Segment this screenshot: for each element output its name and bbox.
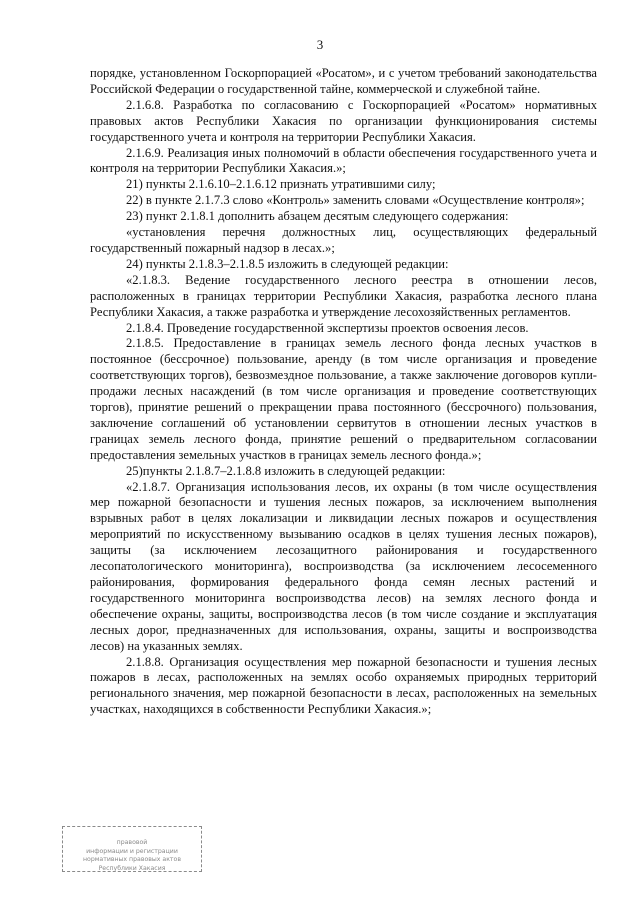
paragraph-2: 2.1.6.8. Разработка по согласованию с Госкорпорацией «Росатом» нормативных правовых актов Республики Хакасия по организации функционирования системы государственного учета и контроля на территории Республики Хакасия. <box>90 97 597 144</box>
paragraph-7: «установления перечня должностных лиц, осуществляющих федеральный государственный пожарный надзор в лесах.»; <box>90 225 597 255</box>
paragraph-10: 2.1.8.4. Проведение государственной экспертизы проектов освоения лесов. <box>126 320 529 335</box>
page-number: 3 <box>316 37 324 52</box>
stamp-line: Республики Хакасия <box>98 864 166 872</box>
paragraph-1: порядке, установленном Госкорпорацией «Росатом», и с учетом требований законодательства Российской Федерации о государственной тайне, коммерческой и служебной тайне. <box>90 66 597 96</box>
paragraph-8: 24) пункты 2.1.8.3–2.1.8.5 изложить в следующей редакции: <box>126 256 449 271</box>
stamp-line: правовой <box>116 839 148 846</box>
stamp-line: нормативных правовых актов <box>83 856 181 863</box>
paragraph-4: 21) пункты 2.1.6.10–2.1.6.12 признать утратившими силу; <box>126 177 436 192</box>
paragraph-5: 22) в пункте 2.1.7.3 слово «Контроль» заменить словами «Осуществление контроля»; <box>126 193 585 208</box>
paragraph-13: «2.1.8.7. Организация использования лесов, их охраны (в том числе осуществления мер пожарной безопасности и тушения лесных пожаров, за исключением выполнения взрывных работ в целях локализации и ликвидации лесных пожаров и осуществления мероприятий по искусственному вызыванию осадков в целях тушения лесных пожаров), защиты (за исключением лесозащитного районирования и государственного лесопатологического мониторинга), воспроизводства (за исключением лесосеменного районирования, формирования федерального фонда семян лесных растений и государственного мониторинга воспроизводства лесов) на землях лесного фонда и обеспечение охраны, защиты, воспроизводства лесов (в том числе создание и эксплуатация лесных дорог, предназначенных для использования, охраны, защиты и воспроизводства лесов) на указанных землях. <box>90 479 597 653</box>
stamp-line: информации и регистрации <box>86 847 178 855</box>
paragraph-9: «2.1.8.3. Ведение государственного лесного реестра в отношении лесов, расположенных в границах территории Республики Хакасия, разработка лесного плана Республики Хакасия, а также разработка и утверждение лесохозяйственных регламентов. <box>90 272 597 319</box>
paragraph-11: 2.1.8.5. Предоставление в границах земель лесного фонда лесных участков в постоянное (бессрочное) пользование, аренду (в том числе организация и проведение соответствующих торгов), безвозмездное пользование, а также заключение договоров купли-продажи лесных насаждений (в том числе организация и проведение соответствующих торгов), принятие решений о прекращении права постоянного (бессрочного) пользования, заключение соглашений об установлении сервитутов в отношении лесных участков в границах земель лесного фонда, принятие решений о предварительном согласовании предоставления земельных участков в границах земель лесного фонда.»; <box>90 336 597 462</box>
paragraph-14: 2.1.8.8. Организация осуществления мер пожарной безопасности и тушения лесных пожаров в лесах, расположенных на землях особо охраняемых природных территорий регионального значения, мер пожарной безопасности в лесах, расположенных на земельных участках, находящихся в собственности Республики Хакасия.»; <box>90 654 597 717</box>
paragraph-3: 2.1.6.9. Реализация иных полномочий в области обеспечения государственного учета и контроля на территории Республики Хакасия.»; <box>90 145 597 176</box>
paragraph-12: 25)пункты 2.1.8.7–2.1.8.8 изложить в следующей редакции: <box>126 463 446 478</box>
document-body <box>90 66 597 718</box>
registration-stamp <box>62 826 202 872</box>
paragraph-6: 23) пункт 2.1.8.1 дополнить абзацем десятым следующего содержания: <box>126 209 509 224</box>
